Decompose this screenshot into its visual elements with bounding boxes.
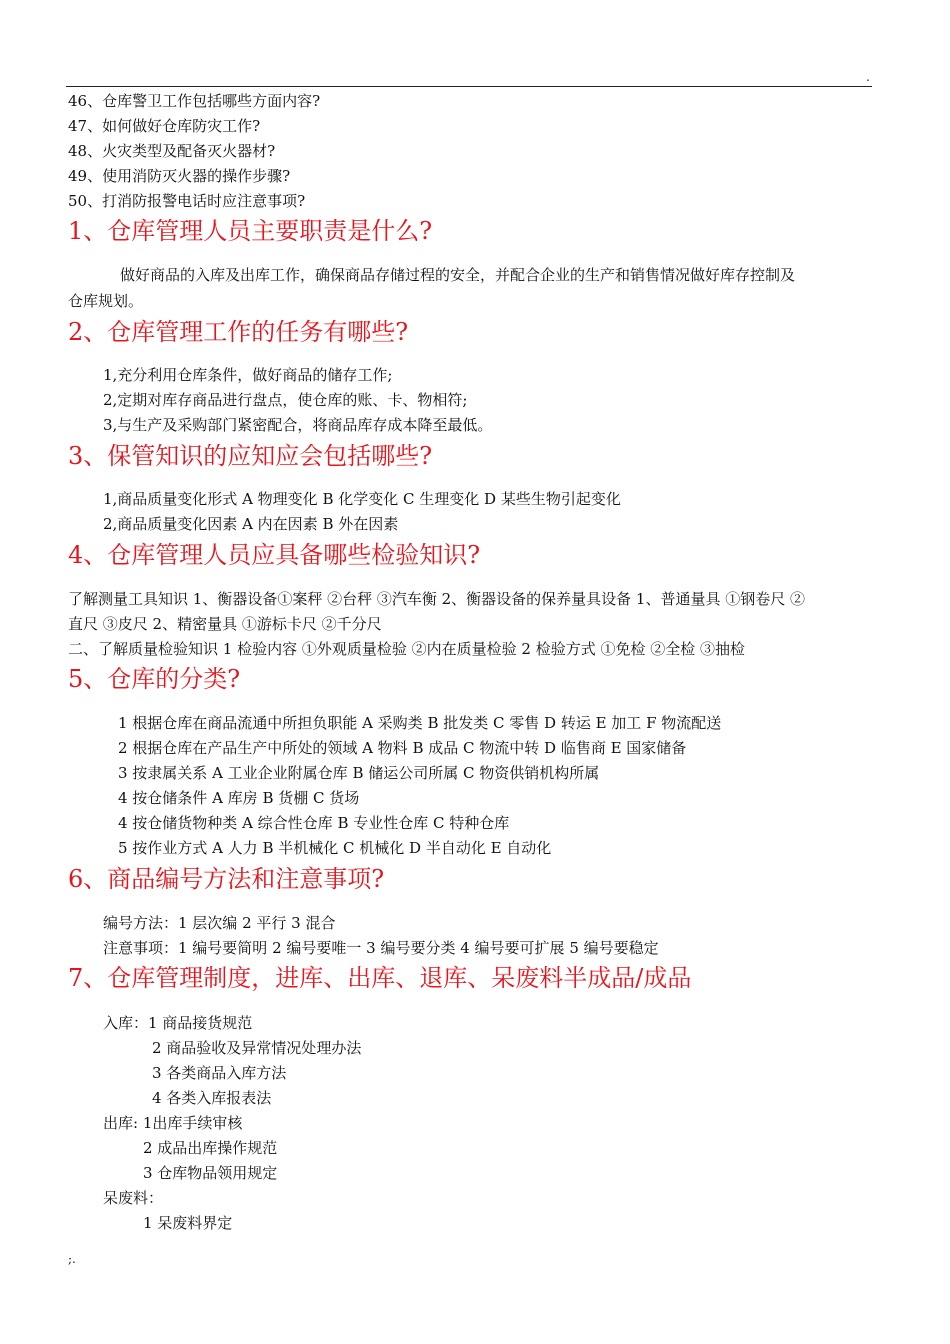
list-item: 5 按作业方式 A 人力 B 半机械化 C 机械化 D 半自动化 E 自动化	[118, 839, 552, 857]
list-item: 4 按仓储条件 A 库房 B 货棚 C 货场	[118, 789, 360, 807]
section-heading-3: 3、保管知识的应知应会包括哪些?	[68, 442, 433, 470]
section-heading-1: 1、仓库管理人员主要职责是什么?	[68, 217, 433, 245]
list-item: 2 成品出库操作规范	[143, 1139, 278, 1157]
list-item: 1 根据仓库在商品流通中所担负职能 A 采购类 B 批发类 C 零售 D 转运 E 加工 F 物流配送	[118, 714, 722, 732]
list-item: 3,与生产及采购部门紧密配合，将商品库存成本降至最低。	[103, 416, 493, 434]
list-item: 1 呆废料界定	[143, 1214, 233, 1232]
list-item: 出库: 1出库手续审核	[103, 1114, 243, 1132]
list-item: 3 各类商品入库方法	[152, 1064, 287, 1082]
section-heading-4: 4、仓库管理人员应具备哪些检验知识?	[68, 541, 481, 569]
section-heading-7: 7、仓库管理制度，进库、出库、退库、呆废料半成品/成品	[68, 964, 692, 992]
paragraph-line: 二、了解质量检验知识 1 检验内容 ①外观质量检验 ②内在质量检验 2 检验方式 ①免检 ②全检 ③抽检	[68, 640, 746, 658]
question-48: 48、火灾类型及配备灭火器材?	[68, 142, 276, 160]
list-item: 注意事项：1 编号要简明 2 编号要唯一 3 编号要分类 4 编号要可扩展 5 编号要稳定	[103, 939, 659, 957]
list-item: 呆废料：	[103, 1189, 164, 1207]
paragraph-line: 了解测量工具知识 1、衡器设备①案秤 ②台秤 ③汽车衡 2、衡器设备的保养量具设备 1、普通量具 ①钢卷尺 ②	[68, 590, 806, 608]
list-item: 2 根据仓库在产品生产中所处的领域 A 物料 B 成品 C 物流中转 D 临售商 E 国家储备	[118, 739, 687, 757]
header-rule	[66, 86, 872, 87]
list-item: 1,充分利用仓库条件，做好商品的储存工作;	[103, 366, 393, 384]
header-mark: .	[866, 70, 870, 84]
list-item: 4 各类入库报表法	[152, 1089, 272, 1107]
section-heading-6: 6、商品编号方法和注意事项?	[68, 865, 385, 893]
section-heading-2: 2、仓库管理工作的任务有哪些?	[68, 318, 409, 346]
question-46: 46、仓库警卫工作包括哪些方面内容?	[68, 92, 321, 110]
list-item: 4 按仓储货物种类 A 综合性仓库 B 专业性仓库 C 特种仓库	[118, 814, 510, 832]
question-47: 47、如何做好仓库防灾工作?	[68, 117, 261, 135]
list-item: 入库：1 商品接货规范	[103, 1014, 253, 1032]
question-50: 50、打消防报警电话时应注意事项?	[68, 192, 306, 210]
paragraph-line: 仓库规划。	[68, 292, 144, 310]
list-item: 2 商品验收及异常情况处理办法	[152, 1039, 362, 1057]
list-item: 1,商品质量变化形式 A 物理变化 B 化学变化 C 生理变化 D 某些生物引起变化	[103, 490, 621, 508]
list-item: 3 仓库物品领用规定	[143, 1164, 278, 1182]
list-item: 3 按隶属关系 A 工业企业附属仓库 B 储运公司所属 C 物资供销机构所属	[118, 764, 600, 782]
section-heading-5: 5、仓库的分类?	[68, 665, 241, 693]
list-item: 编号方法：1 层次编 2 平行 3 混合	[103, 914, 336, 932]
list-item: 2,定期对库存商品进行盘点，使仓库的账、卡、物相符;	[103, 391, 468, 409]
paragraph-line: 做好商品的入库及出库工作，确保商品存储过程的安全，并配合企业的生产和销售情况做好库存控制及	[120, 266, 796, 284]
paragraph-line: 直尺 ③皮尺 2、精密量具 ①游标卡尺 ②千分尺	[68, 615, 382, 633]
question-49: 49、使用消防灭火器的操作步骤?	[68, 167, 291, 185]
footer-mark: ;.	[68, 1252, 76, 1266]
list-item: 2,商品质量变化因素 A 内在因素 B 外在因素	[103, 515, 399, 533]
